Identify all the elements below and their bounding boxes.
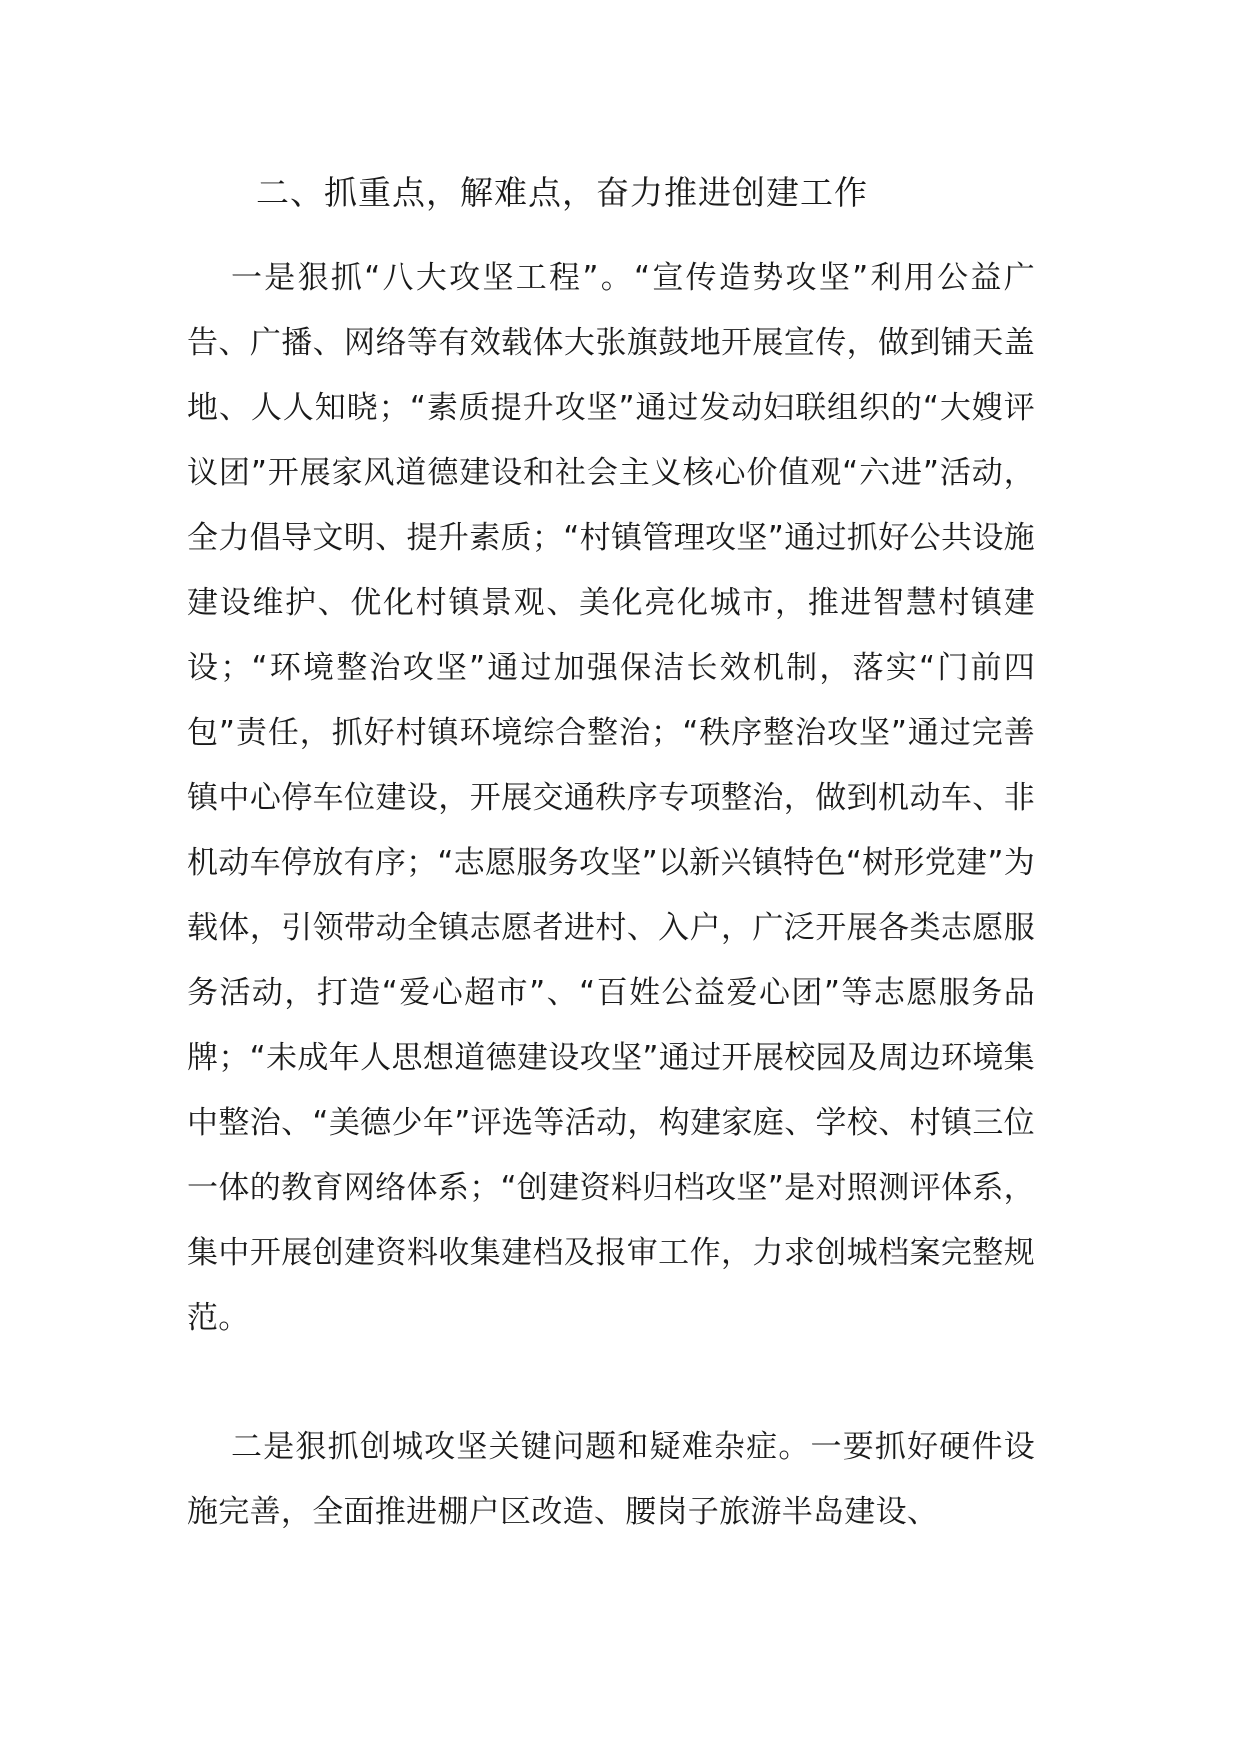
section-heading: 二、抓重点，解难点，奋力推进创建工作 xyxy=(256,173,868,212)
paragraph-key-problems: 二是狠抓创城攻坚关键问题和疑难杂症。一要抓好硬件设施完善，全面推进棚户区改造、腰岗子旅游半岛建设、 xyxy=(187,1429,1035,1530)
paragraph-eight-projects: 一是狠抓“八大攻坚工程”。“宣传造势攻坚”利用公益广告、广播、网络等有效载体大张旗鼓地开展宣传，做到铺天盖地、人人知晓；“素质提升攻坚”通过发动妇联组织的“大嫂评议团”开展家风道德建设和社会主义核心价值观“六进”活动，全力倡导文明、提升素质；“村镇管理攻坚”通过抓好公共设施建设维护、优化村镇景观、美化亮化城市，推进智慧村镇建设；“环境整治攻坚”通过加强保洁长效机制，落实“门前四包”责任，抓好村镇环境综合整治；“秩序整治攻坚”通过完善镇中心停车位建设，开展交通秩序专项整治，做到机动车、非机动车停放有序；“志愿服务攻坚”以新兴镇特色“树形党建”为载体，引领带动全镇志愿者进村、入户，广泛开展各类志愿服务活动，打造“爱心超市”、“百姓公益爱心团”等志愿服务品牌；“未成年人思想道德建设攻坚”通过开展校园及周边环境集中整治、“美德少年”评选等活动，构建家庭、学校、村镇三位一体的教育网络体系；“创建资料归档攻坚”是对照测评体系，集中开展创建资料收集建档及报审工作，力求创城档案完整规范。 xyxy=(187,260,1035,1336)
